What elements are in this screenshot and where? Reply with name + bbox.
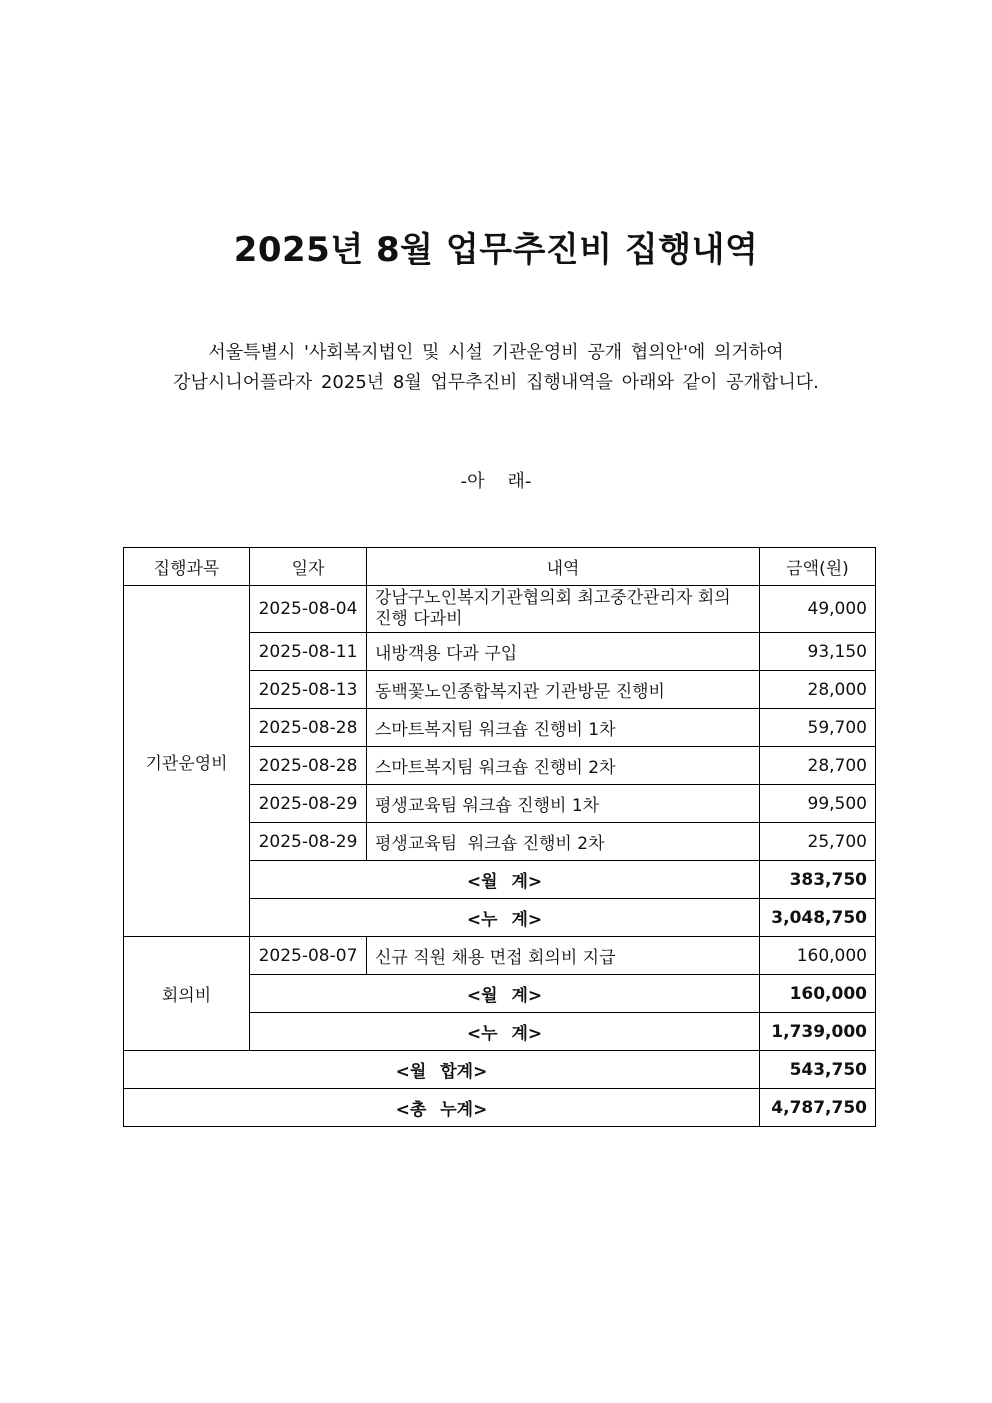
amount-cell: 49,000	[760, 586, 876, 633]
intro-line-1: 서울특별시 '사회복지법인 및 시설 기관운영비 공개 협의안'에 의거하여	[208, 342, 784, 363]
description-cell: 동백꽃노인종합복지관 기관방문 진행비	[367, 671, 760, 709]
description-cell: 내방객용 다과 구입	[367, 633, 760, 671]
header-description: 내역	[367, 548, 760, 586]
category-cell: 회의비	[124, 937, 250, 1051]
amount-cell: 99,500	[760, 785, 876, 823]
grand-monthly-total-amount: 543,750	[760, 1051, 876, 1089]
amount-cell: 28,000	[760, 671, 876, 709]
monthly-subtotal-amount: 383,750	[760, 861, 876, 899]
page-title: 2025년 8월 업무추진비 집행내역	[233, 230, 759, 270]
cumulative-subtotal-amount: 1,739,000	[760, 1013, 876, 1051]
table-row	[124, 937, 876, 975]
date-cell: 2025-08-11	[250, 633, 367, 671]
amount-cell: 59,700	[760, 709, 876, 747]
date-cell: 2025-08-28	[250, 747, 367, 785]
description-cell: 스마트복지팀 워크숍 진행비 1차	[367, 709, 760, 747]
grand-cumulative-total-amount: 4,787,750	[760, 1089, 876, 1127]
amount-cell: 25,700	[760, 823, 876, 861]
monthly-subtotal-amount: 160,000	[760, 975, 876, 1013]
date-cell: 2025-08-07	[250, 937, 367, 975]
intro-paragraph	[0, 338, 992, 398]
cumulative-subtotal-amount: 3,048,750	[760, 899, 876, 937]
header-category: 집행과목	[124, 548, 250, 586]
amount-cell: 28,700	[760, 747, 876, 785]
description-cell: 강남구노인복지기관협의회 최고중간관리자 회의 진행 다과비	[367, 586, 760, 633]
date-cell: 2025-08-04	[250, 586, 367, 633]
description-cell: 스마트복지팀 워크숍 진행비 2차	[367, 747, 760, 785]
description-cell: 신규 직원 채용 면접 회의비 지급	[367, 937, 760, 975]
monthly-subtotal-label: <월 계>	[250, 861, 760, 899]
intro-line-2: 강남시니어플라자 2025년 8월 업무추진비 집행내역을 아래와 같이 공개합니다.	[173, 372, 819, 393]
date-cell: 2025-08-29	[250, 785, 367, 823]
grand-monthly-total-row	[124, 1051, 876, 1089]
description-cell: 평생교육팀 워크숍 진행비 1차	[367, 785, 760, 823]
date-cell: 2025-08-13	[250, 671, 367, 709]
cumulative-subtotal-label: <누 계>	[250, 899, 760, 937]
date-cell: 2025-08-29	[250, 823, 367, 861]
monthly-subtotal-label: <월 계>	[250, 975, 760, 1013]
grand-cumulative-total-row	[124, 1089, 876, 1127]
cumulative-subtotal-label: <누 계>	[250, 1013, 760, 1051]
grand-monthly-total-label: <월 합계>	[124, 1051, 760, 1089]
amount-cell: 160,000	[760, 937, 876, 975]
category-cell: 기관운영비	[124, 586, 250, 937]
table-row	[124, 586, 876, 633]
grand-cumulative-total-label: <총 누계>	[124, 1089, 760, 1127]
header-date: 일자	[250, 548, 367, 586]
table-header-row	[124, 548, 876, 586]
date-cell: 2025-08-28	[250, 709, 367, 747]
description-cell: 평생교육팀 워크숍 진행비 2차	[367, 823, 760, 861]
amount-cell: 93,150	[760, 633, 876, 671]
header-amount: 금액(원)	[760, 548, 876, 586]
expense-table	[123, 547, 876, 1127]
notice-heading: -아 래-	[460, 471, 532, 492]
